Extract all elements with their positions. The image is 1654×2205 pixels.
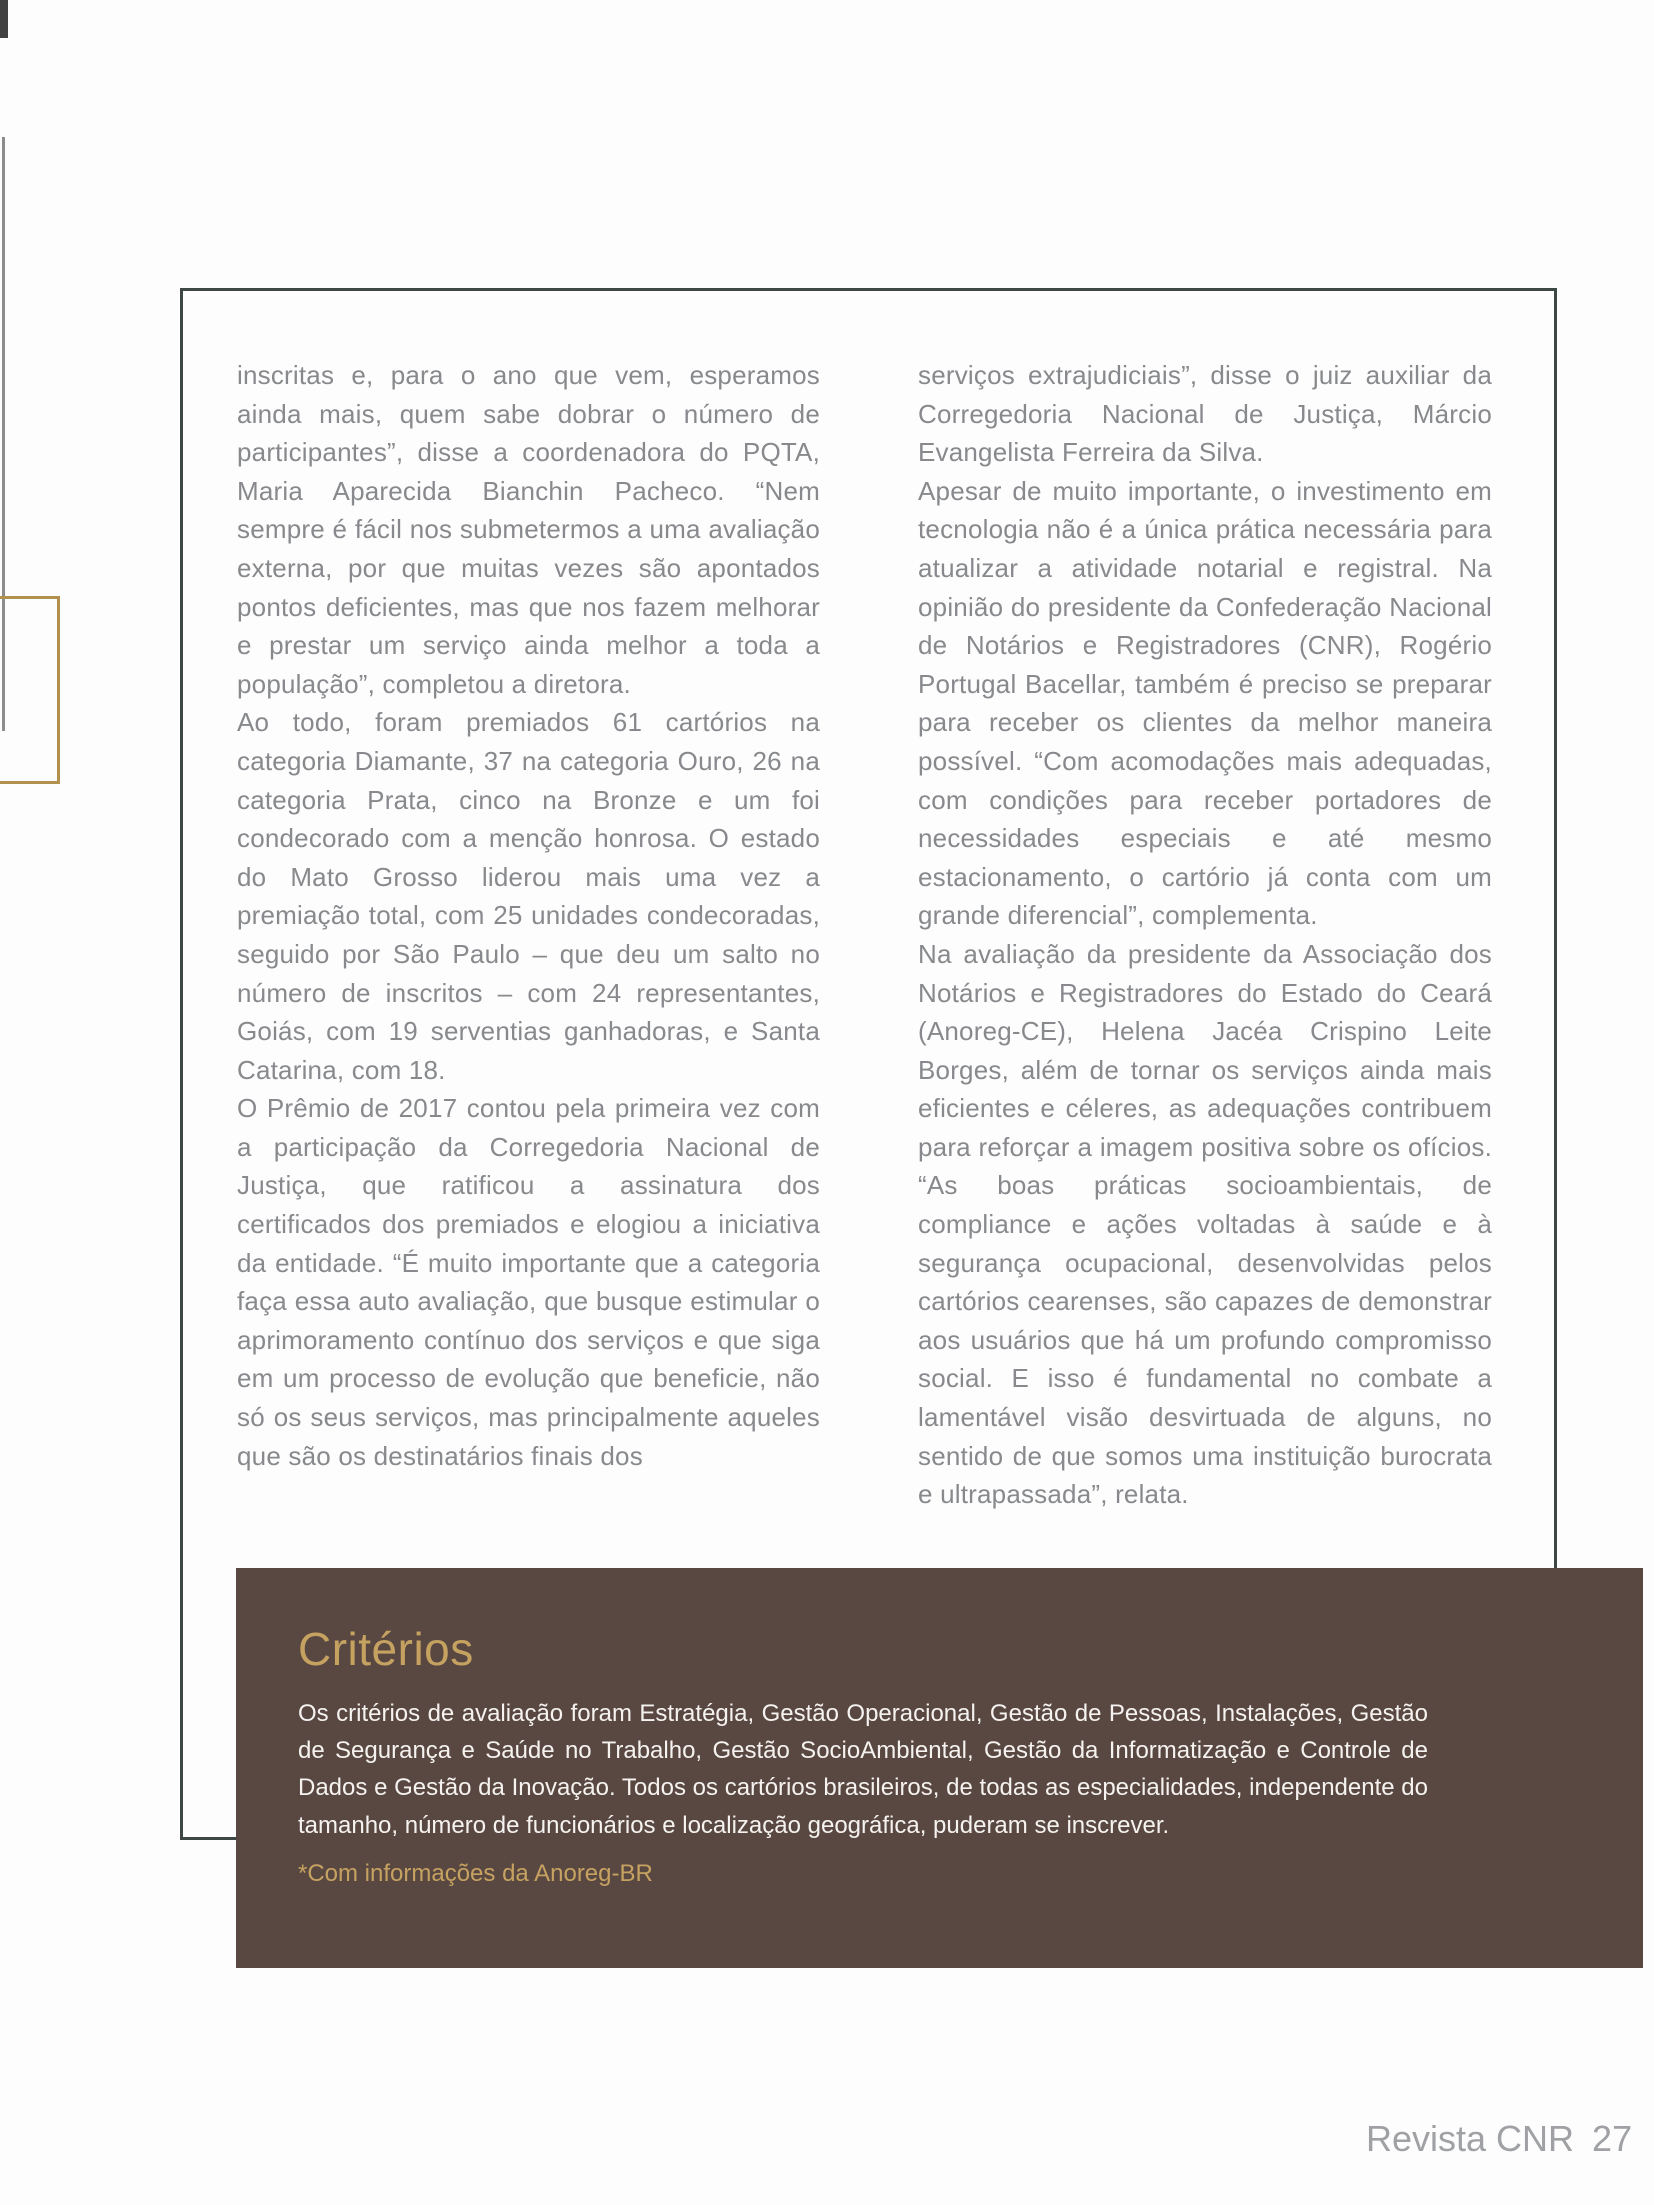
article-paragraph: serviços extrajudiciais”, disse o juiz auxiliar da Corregedoria Nacional de Justiça, Márcio Evangelista Ferreira da Silva. xyxy=(918,360,1492,468)
article-left-column xyxy=(237,356,820,1475)
article-paragraph: Na avaliação da presidente da Associação dos Notários e Registradores do Estado do Ceará (Anoreg-CE), Helena Jacéa Crispino Leite Borges, além de tornar os serviços ainda mais eficientes e céleres, as adequações contribuem para reforçar a imagem positiva sobre os ofícios. “As boas práticas socioambientais, de compliance e ações voltadas à saúde e à segurança ocupacional, desenvolvidas pelos cartórios cearenses, são capazes de demonstrar aos usuários que há um profundo compromisso social. E isso é fundamental no combate a lamentável visão desvirtuada de alguns, no sentido de que somos uma instituição burocrata e ultrapassada”, relata. xyxy=(918,938,1492,1510)
footer-magazine-name: Revista CNR xyxy=(1366,2118,1575,2159)
article-right-column xyxy=(918,356,1492,1514)
criteria-box xyxy=(236,1568,1643,1968)
gold-frame-decoration xyxy=(0,596,60,784)
criteria-footnote: *Com informações da Anoreg-BR xyxy=(298,1860,653,1888)
article-paragraph: Apesar de muito importante, o investimento em tecnologia não é a única prática necessária para atualizar a atividade notarial e registral. Na opinião do presidente da Confederação Nacional de Notários e Registradores (CNR), Rogério Portugal Bacellar, também é preciso se preparar para receber os clientes da melhor maneira possível. “Com acomodações mais adequadas, com condições para receber portadores de necessidades especiais e até mesmo estacionamento, o cartório já conta com um grande diferencial”, complementa. xyxy=(918,475,1492,931)
article-paragraph: O Prêmio de 2017 contou pela primeira vez com a participação da Corregedoria Nacional de Justiça, que ratificou a assinatura dos certificados dos premiados e elogiou a iniciativa da entidade. “É muito importante que a categoria faça essa auto avaliação, que busque estimular o aprimoramento contínuo dos serviços e que siga em um processo de evolução que beneficie, não só os seus serviços, mas principalmente aqueles que são os destinatários finais dos xyxy=(237,1093,820,1471)
article-paragraph: Ao todo, foram premiados 61 cartórios na categoria Diamante, 37 na categoria Ouro, 26 na categoria Prata, cinco na Bronze e um foi condecorado com a menção honrosa. O estado do Mato Grosso liderou mais uma vez a premiação total, com 25 unidades condecoradas, seguido por São Paulo – que deu um salto no número de inscritos – com 24 representantes, Goiás, com 19 serventias ganhadoras, e Santa Catarina, com 18. xyxy=(237,707,820,1085)
article-paragraph: inscritas e, para o ano que vem, esperamos ainda mais, quem sabe dobrar o número de participantes”, disse a coordenadora do PQTA, Maria Aparecida Bianchin Pacheco. “Nem sempre é fácil nos submetermos a uma avaliação externa, por que muitas vezes são apontados pontos deficientes, mas que nos fazem melhorar e prestar um serviço ainda melhor a toda a população”, completou a diretora. xyxy=(237,360,820,699)
page-footer xyxy=(1366,2118,1632,2160)
criteria-body: Os critérios de avaliação foram Estratégia, Gestão Operacional, Gestão de Pessoas, Instalações, Gestão de Segurança e Saúde no Trabalho, Gestão SocioAmbiental, Gestão da Informatização e Controle de Dados e Gestão da Inovação. Todos os cartórios brasileiros, de todas as especialidades, independente do tamanho, número de funcionários e localização geográfica, puderam se inscrever. xyxy=(298,1699,1428,1839)
criteria-title: Critérios xyxy=(298,1623,474,1675)
crop-mark xyxy=(0,0,8,38)
footer-page-number: 27 xyxy=(1592,2118,1633,2159)
